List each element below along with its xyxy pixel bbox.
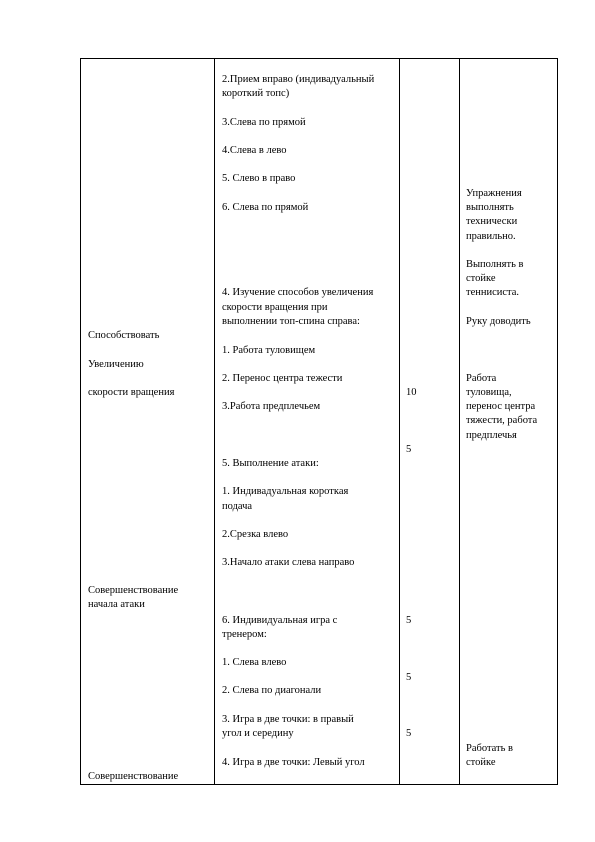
content-line: 4. Изучение способов увеличения [222,287,374,298]
content-line: 1. Индивадуальная короткая [222,486,349,497]
guideline-text: выполнять [466,202,514,213]
guideline-text: технически [466,216,518,227]
dosage-value: 5 [406,672,412,683]
content-line: 4.Слева в лево [222,145,287,156]
guideline-text: туловища, [466,387,512,398]
guideline-text: перенос центра [466,401,536,412]
content-line: выполнении топ-спина справа: [222,316,360,327]
content-line: 3.Слева по прямой [222,117,306,128]
guideline-text: Работать в [466,743,514,754]
objective-text: Способствовать [88,330,160,341]
guideline-text: Руку доводить [466,316,531,327]
column-divider [399,59,400,784]
column-divider [459,59,460,784]
guideline-text: предплечья [466,430,517,441]
objective-text: Совершенствование [88,585,179,596]
content-line: 3.Начало атаки слева направо [222,557,355,568]
guideline-text: правильно. [466,231,516,242]
column-divider [214,59,215,784]
content-line: короткий топс) [222,88,290,99]
content-line: 4. Игра в две точки: Левый угол [222,757,365,768]
content-line: 5. Слево в право [222,173,296,184]
guideline-text: стойке [466,757,496,768]
dosage-value: 10 [406,387,417,398]
dosage-value: 5 [406,728,412,739]
content-line: угол и середину [222,728,294,739]
content-line: 2.Срезка влево [222,529,289,540]
content-line: 6. Индивидуальная игра с [222,615,338,626]
content-line: 3. Игра в две точки: в правый [222,714,354,725]
objective-text: начала атаки [88,599,145,610]
guideline-text: Упражнения [466,188,522,199]
content-line: 2. Слева по диагонали [222,685,322,696]
content-line: 2. Перенос центра тежести [222,373,343,384]
objective-text: скорости вращения [88,387,175,398]
content-line: 2.Прием вправо (индивадуальный [222,74,375,85]
objective-text: Совершенствование [88,771,179,782]
content-line: подача [222,501,253,512]
lesson-plan-table [80,58,558,785]
guideline-text: Выполнять в [466,259,524,270]
dosage-value: 5 [406,444,412,455]
dosage-value: 5 [406,615,412,626]
content-line: 6. Слева по прямой [222,202,309,213]
guideline-text: теннисиста. [466,287,520,298]
content-line: 3.Работа предплечьем [222,401,321,412]
content-line: 5. Выполнение атаки: [222,458,319,469]
content-line: тренером: [222,629,267,640]
guideline-text: стойке [466,273,496,284]
content-line: 1. Слева влево [222,657,287,668]
content-line: скорости вращения при [222,302,328,313]
guideline-text: Работа [466,373,497,384]
content-line: 1. Работа туловищем [222,345,316,356]
guideline-text: тяжести, работа [466,415,538,426]
objective-text: Увеличению [88,359,144,370]
